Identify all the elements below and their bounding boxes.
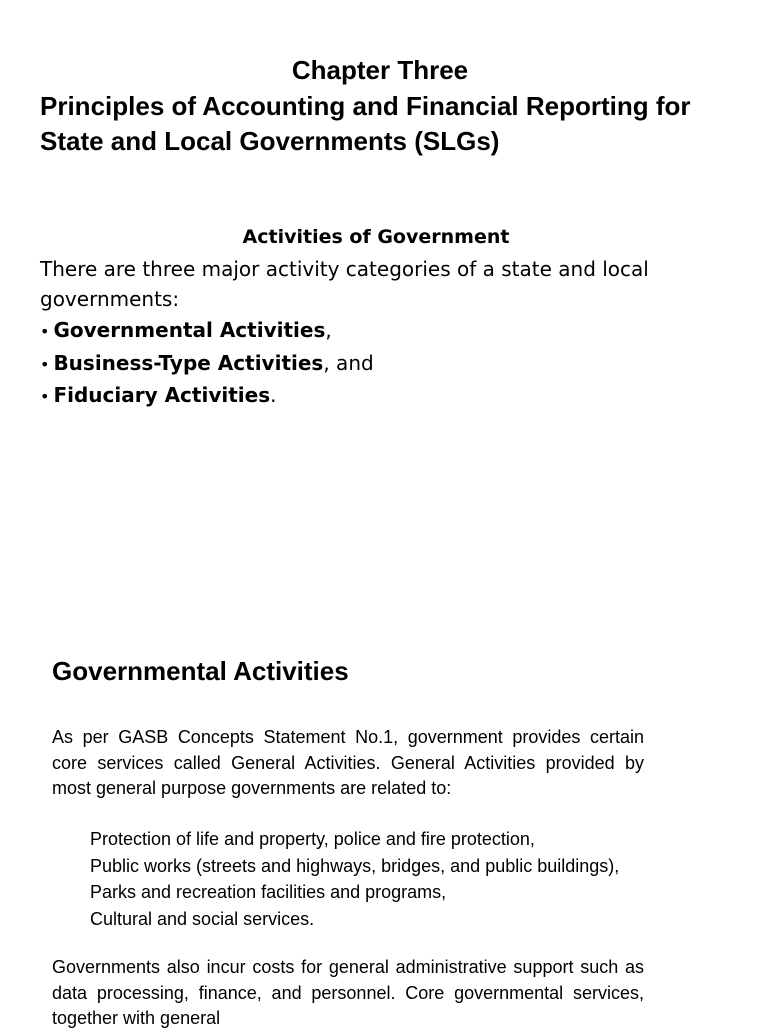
category-name: Fiduciary Activities [53, 383, 271, 407]
list-item-text: Cultural and social services. [90, 908, 315, 929]
list-item [90, 907, 644, 934]
list-item [40, 380, 720, 413]
list-item [40, 315, 720, 348]
category-suffix: , and [323, 350, 374, 375]
bullet-icon: • [40, 322, 50, 341]
category-suffix: , [325, 318, 332, 342]
list-item-text: Public works (streets and highways, bridges, and public buildings), [90, 855, 620, 876]
bullet-icon: • [40, 354, 50, 374]
list-item [90, 880, 644, 907]
activity-category-list [40, 315, 720, 413]
list-item [90, 827, 644, 854]
category-name: Business-Type Activities [53, 350, 324, 375]
admin-costs-paragraph: Governments also incur costs for general administrative support such as data processing, finance, and personnel. Core governmental services, together with general [52, 957, 644, 1029]
chapter-heading: Chapter Three [291, 55, 469, 85]
list-item [90, 854, 644, 881]
bullet-icon: • [40, 387, 50, 406]
section-heading: Activities of Government [242, 226, 510, 248]
intro-paragraph: There are three major activity categories of a state and local governments: [40, 257, 649, 311]
general-activities-list [90, 827, 644, 933]
chapter-title: Principles of Accounting and Financial Reporting for State and Local Governments (SLGs) [40, 91, 691, 156]
list-item-text: Parks and recreation facilities and programs, [90, 882, 447, 903]
list-item [40, 348, 720, 381]
slide-governmental-activities [0, 620, 768, 1029]
category-name: Governmental Activities [53, 318, 326, 342]
list-item-text: Protection of life and property, police and fire protection, [90, 829, 535, 849]
intro-paragraph: As per GASB Concepts Statement No.1, government provides certain core services called General Activities. General Activities provided by most general purpose governments are related to: [52, 727, 644, 799]
category-suffix: . [270, 383, 277, 407]
slide-title: Governmental Activities [52, 656, 349, 686]
